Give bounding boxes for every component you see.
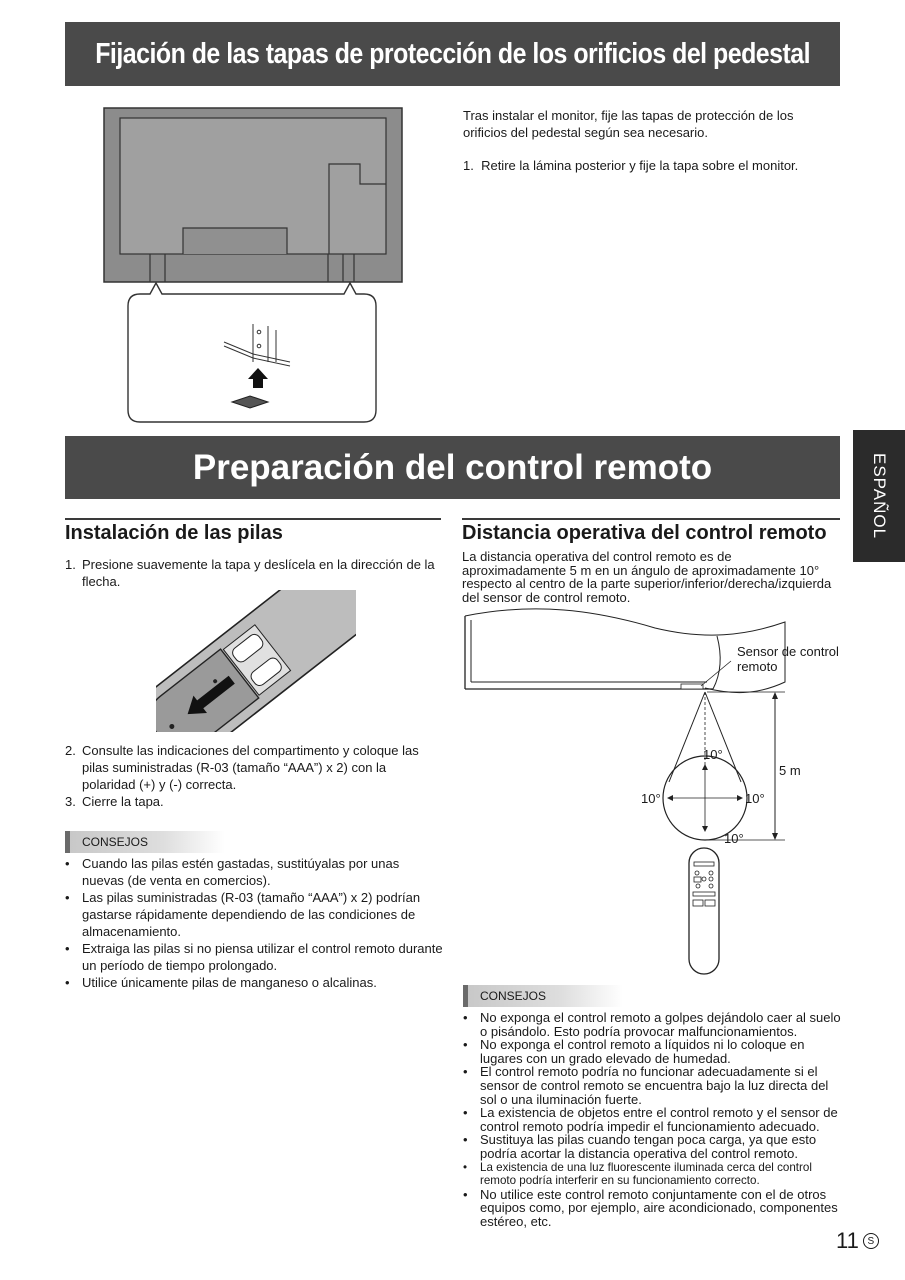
list-item: • Sustituya las pilas cuando tengan poca carga, ya que esto podría acortar la distancia operativa del control remoto. (463, 1132, 817, 1161)
list-item: • No exponga el control remoto a golpes dejándolo caer al suelo o pisándolo. Esto podría provocar malfuncionamientos. (463, 1010, 841, 1039)
language-tab-label: ESPAÑOL (870, 452, 889, 540)
language-mark: S (863, 1233, 879, 1249)
list-item: • No exponga el control remoto a líquidos ni lo coloque en lugares con un grado elevado de humedad. (463, 1037, 805, 1066)
list-item: 3. Cierre la tapa. (65, 794, 164, 809)
step-text: Retire la lámina posterior y fije la tapa sobre el monitor. (481, 158, 799, 173)
angle-label-top: 10° (703, 747, 723, 762)
list-item: • La existencia de una luz fluorescente iluminada cerca del control remoto podría interferir en su funcionamiento correcto. (463, 1160, 812, 1188)
monitor-back-illustration (100, 104, 410, 428)
list-item: • No utilice este control remoto conjuntamente con el de otros equipos como, por ejemplo, aire acondicionado, componentes estéreo, etc. (463, 1186, 838, 1229)
range-tips-list (463, 1011, 843, 1229)
battery-steps-1 (65, 556, 443, 590)
sensor-label-line1: Sensor de control (737, 644, 839, 659)
list-item: 2. Consulte las indicaciones del compartimento y coloque las pilas suministradas (R-03 (tamaño “AAA”) x 2) con la polaridad (+) y (-) correcta. (65, 743, 419, 792)
list-item: • Cuando las pilas estén gastadas, sustitúyalas por unas nuevas (de venta en comercios). (65, 856, 400, 888)
angle-label-left: 10° (641, 791, 661, 806)
list-item: • La existencia de objetos entre el control remoto y el sensor de control remoto podría impedir el funcionamiento adecuado. (463, 1105, 838, 1134)
step-number: 1. (463, 158, 474, 173)
section1-step (463, 157, 828, 174)
sensor-label-line2: remoto (737, 659, 778, 674)
angle-label-bottom: 10° (724, 831, 744, 846)
range-heading: Distancia operativa del control remoto (462, 518, 840, 545)
angle-label-right: 10° (745, 791, 765, 806)
remote-battery-illustration (156, 590, 356, 732)
range-description: La distancia operativa del control remoto es de aproximadamente 5 m en un ángulo de aproximadamente 10° respecto al centro de la parte superior/inferior/derecha/izquierda del sensor de control remoto. (462, 549, 832, 605)
list-item: 1. Presione suavemente la tapa y deslícela en la dirección de la flecha. (65, 557, 435, 589)
section-title-text: Preparación del control remoto (192, 447, 713, 487)
section-title-stand-caps (65, 22, 840, 86)
list-item: • Las pilas suministradas (R-03 (tamaño “AAA”) x 2) podrían gastarse rápidamente dependiendo de las condiciones de almacenamiento. (65, 890, 421, 939)
list-item: • El control remoto podría no funcionar adecuadamente si el sensor de control remoto se encuentra bajo la luz directa del sol o una iluminación fuerte. (463, 1064, 829, 1107)
tips-label: CONSEJOS (463, 985, 623, 1007)
battery-tips-list (65, 855, 443, 991)
list-item: • Utilice únicamente pilas de manganeso o alcalinas. (65, 975, 377, 990)
section1-intro: Tras instalar el monitor, fije las tapas de protección de los orificios del pedestal según sea necesario. (463, 108, 794, 140)
distance-label: 5 m (779, 763, 801, 778)
language-tab (853, 430, 905, 562)
batteries-heading: Instalación de las pilas (65, 518, 441, 545)
section-title-text: Fijación de las tapas de protección de los orificios del pedestal (95, 37, 810, 70)
battery-steps-2 (65, 742, 443, 810)
tips-label: CONSEJOS (65, 831, 225, 853)
list-item: • Extraiga las pilas si no piensa utilizar el control remoto durante un período de tiempo prolongado. (65, 941, 443, 973)
section-title-remote-prep (65, 436, 840, 499)
page-number: 11 S (836, 1228, 879, 1254)
